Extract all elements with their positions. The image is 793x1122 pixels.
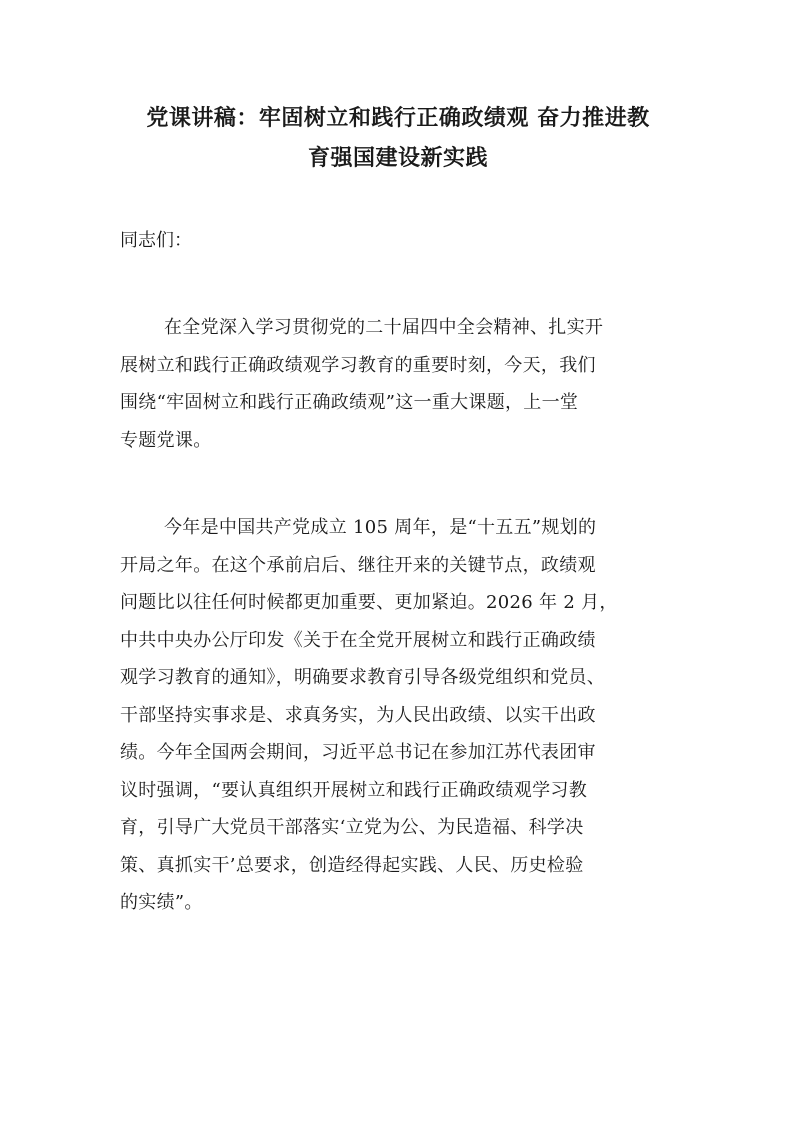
paragraph-intro [120,309,680,459]
paragraph-line: 育，引导广大党员干部落实‘立党为公、为民造福、科学决 [120,817,584,838]
paragraph-line: 专题党课。 [120,429,212,451]
paragraph-line: 观学习教育的通知》，明确要求教育引导各级党组织和党员、 [120,667,606,688]
paragraph-background [120,509,680,922]
paragraph-line: 在全党深入学习贯彻党的二十届四中全会精神、扎实开 [164,317,604,338]
paragraph-line: 中共中央办公厅印发《关于在全党开展树立和践行正确政绩 [120,629,596,651]
paragraph-line: 绩。今年全国两会期间，习近平总书记在参加江苏代表团审 [120,742,596,763]
paragraph-line: 围绕“牢固树立和践行正确政绩观”这一重大课题，上一堂 [120,392,579,413]
paragraph-line: 今年是中国共产党成立 105 周年，是“十五五”规划的 [164,517,597,538]
title-line: 育强国建设新实践 [307,145,488,171]
paragraph-line: 干部坚持实事求是、求真务实，为人民出政绩、以实干出政 [120,704,596,726]
paragraph-line: 展树立和践行正确政绩观学习教育的重要时刻，今天，我们 [120,354,596,376]
paragraph-line: 问题比以往任何时候都更加重要、更加紧迫。2026 年 2 月， [120,592,618,613]
paragraph-line: 的实绩”。 [120,892,203,913]
salutation: 同志们： [120,230,192,251]
document-title [118,98,678,178]
paragraph-line: 议时强调，“要认真组织开展树立和践行正确政绩观学习教 [120,779,587,801]
title-line: 党课讲稿：牢固树立和践行正确政绩观 奋力推进教 [146,105,650,131]
paragraph-line: 开局之年。在这个承前启后、继往开来的关键节点，政绩观 [120,554,596,576]
paragraph-line: 策、真抓实干’总要求，创造经得起实践、人民、历史检验 [120,854,584,876]
